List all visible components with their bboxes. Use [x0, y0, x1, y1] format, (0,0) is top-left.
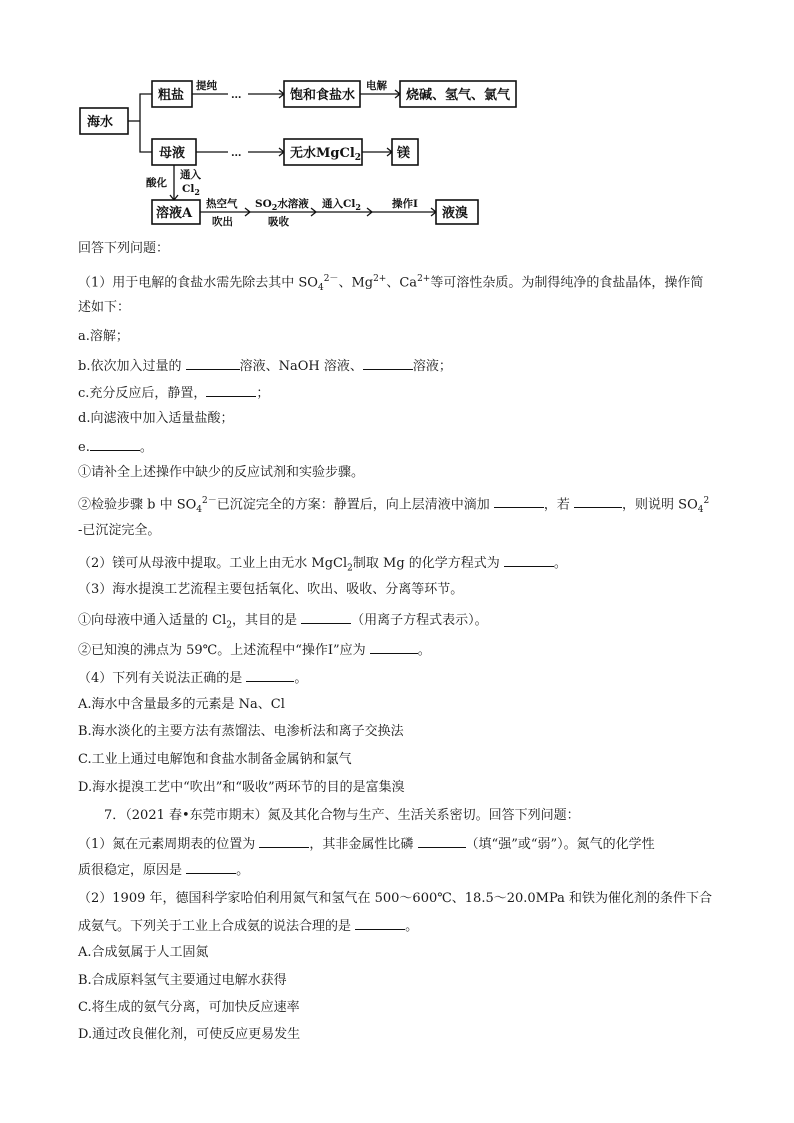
label-pass-cl2: 通入$Cl_2$	[322, 198, 361, 212]
text-line: C.工业上通过电解饱和食盐水制备金属钠和氯气	[78, 752, 352, 767]
text-line: C.将生成的氨气分离，可加快反应速率	[78, 1000, 300, 1015]
answer-blank[interactable]	[186, 356, 240, 370]
label-pass-in: 通入	[180, 169, 201, 181]
answer-blank[interactable]	[90, 437, 140, 451]
text-line: a.溶解；	[78, 329, 129, 344]
answer-blank[interactable]	[206, 383, 256, 397]
label-blow-out: 吹出	[212, 216, 233, 228]
box-saturated-brine-text: 饱和食盐水	[290, 88, 356, 103]
dots-2: …	[231, 147, 242, 159]
text-line: 成氨气。下列关于工业上合成氨的说法合理的是 。	[78, 916, 728, 936]
box-products-text: 烧碱、氢气、氯气	[406, 88, 511, 103]
label-absorb: 吸收	[268, 216, 289, 228]
text-line: D.通过改良催化剂，可使反应更易发生	[78, 1027, 301, 1042]
text-line: ①向母液中通入适量的 $Cl_2$，其目的是 （用离子方程式表示）。	[78, 610, 728, 635]
seawater-process-flowchart	[78, 72, 528, 232]
box-mother-liquor-text: 母液	[159, 146, 186, 161]
answer-blank[interactable]	[574, 494, 622, 508]
answer-blank[interactable]	[418, 834, 466, 848]
text-line: b.依次加入过量的 溶液、NaOH 溶液、 溶液；	[78, 356, 728, 376]
label-hot-air: 热空气	[206, 198, 238, 210]
text-line: d.向滤液中加入适量盐酸；	[78, 411, 234, 426]
box-seawater-text: 海水	[87, 115, 114, 130]
answer-blank[interactable]	[363, 356, 413, 370]
text-line: ①请补全上述操作中缺少的反应试剂和实验步骤。	[78, 465, 365, 480]
text-line: （1）氮在元素周期表的位置为 ，其非金属性比磷 （填“强”或“弱”）。氮气的化学性	[78, 834, 728, 854]
label-cl2: $Cl_2$	[182, 183, 200, 197]
text-line: （3）海水提溴工艺流程主要包括氧化、吹出、吸收、分离等环节。	[78, 582, 464, 597]
text-line: 回答下列问题：	[78, 241, 170, 256]
label-electrolysis: 电解	[366, 80, 387, 92]
box-anhydrous-mgcl2-text: 无水MgCl$_2$	[290, 146, 362, 163]
answer-blank[interactable]	[186, 860, 236, 874]
text-line: D.海水提溴工艺中“吹出”和“吸收”两环节的目的是富集溴	[78, 780, 405, 795]
text-line: ②已知溴的沸点为 59℃。上述流程中“操作Ⅰ”应为 。	[78, 640, 728, 660]
text-line: e. 。	[78, 437, 728, 457]
box-magnesium-text: 镁	[397, 146, 411, 161]
text-line: B.海水淡化的主要方法有蒸馏法、电渗析法和离子交换法	[78, 724, 404, 739]
answer-blank[interactable]	[504, 553, 554, 567]
branch-up	[140, 94, 152, 121]
text-line: （2）镁可从母液中提取。工业上由无水 MgCl$_2$制取 Mg 的化学方程式为 。	[78, 553, 728, 578]
label-acidify: 酸化	[146, 177, 167, 189]
question-7-heading: 7．（2021 春•东莞市期末）氮及其化合物与生产、生活关系密切。回答下列问题：	[104, 808, 580, 823]
answer-blank[interactable]	[301, 610, 351, 624]
answer-blank[interactable]	[370, 640, 418, 654]
answer-blank[interactable]	[246, 668, 294, 682]
box-liquid-bromine-text: 液溴	[442, 206, 469, 221]
text-line: -已沉淀完全。	[78, 523, 161, 538]
text-line: 述如下：	[78, 300, 131, 315]
answer-blank[interactable]	[494, 494, 544, 508]
label-operation: 操作I	[392, 198, 418, 210]
text-line: 质很稳定，原因是 。	[78, 860, 728, 880]
answer-blank[interactable]	[355, 916, 405, 930]
box-solution-a-text: 溶液A	[156, 206, 193, 221]
text-line: ②检验步骤 b 中 $SO_4^{2-}$已沉淀完全的方案：静置后，向上层清液中滴加 ，若 ，则说明 $SO_4^2$	[78, 496, 710, 515]
text-line: A.海水中含量最多的元素是 Na、Cl	[78, 697, 285, 712]
text-line: （4）下列有关说法正确的是 。	[78, 668, 728, 688]
label-purify: 提纯	[196, 80, 217, 92]
dots-1: …	[231, 89, 242, 101]
text-line: B.合成原料氢气主要通过电解水获得	[78, 973, 287, 988]
text-line: （1）用于电解的食盐水需先除去其中 $SO_4^{2-}$、$Mg^{2+}$、$Ca^{2+}$等可溶性杂质。为制得纯净的食盐晶体，操作简	[78, 274, 704, 293]
text-line: （2）1909 年，德国科学家哈伯利用氮气和氢气在 500～600℃、18.5～20.0MPa 和铁为催化剂的条件下合	[78, 891, 713, 906]
answer-blank[interactable]	[259, 834, 309, 848]
box-crude-salt-text: 粗盐	[158, 88, 185, 103]
label-so2: $SO_2$水溶液	[255, 198, 309, 212]
branch-down	[140, 121, 152, 152]
text-line: c.充分反应后，静置， ；	[78, 383, 728, 403]
text-line: A.合成氨属于人工固氮	[78, 945, 209, 960]
